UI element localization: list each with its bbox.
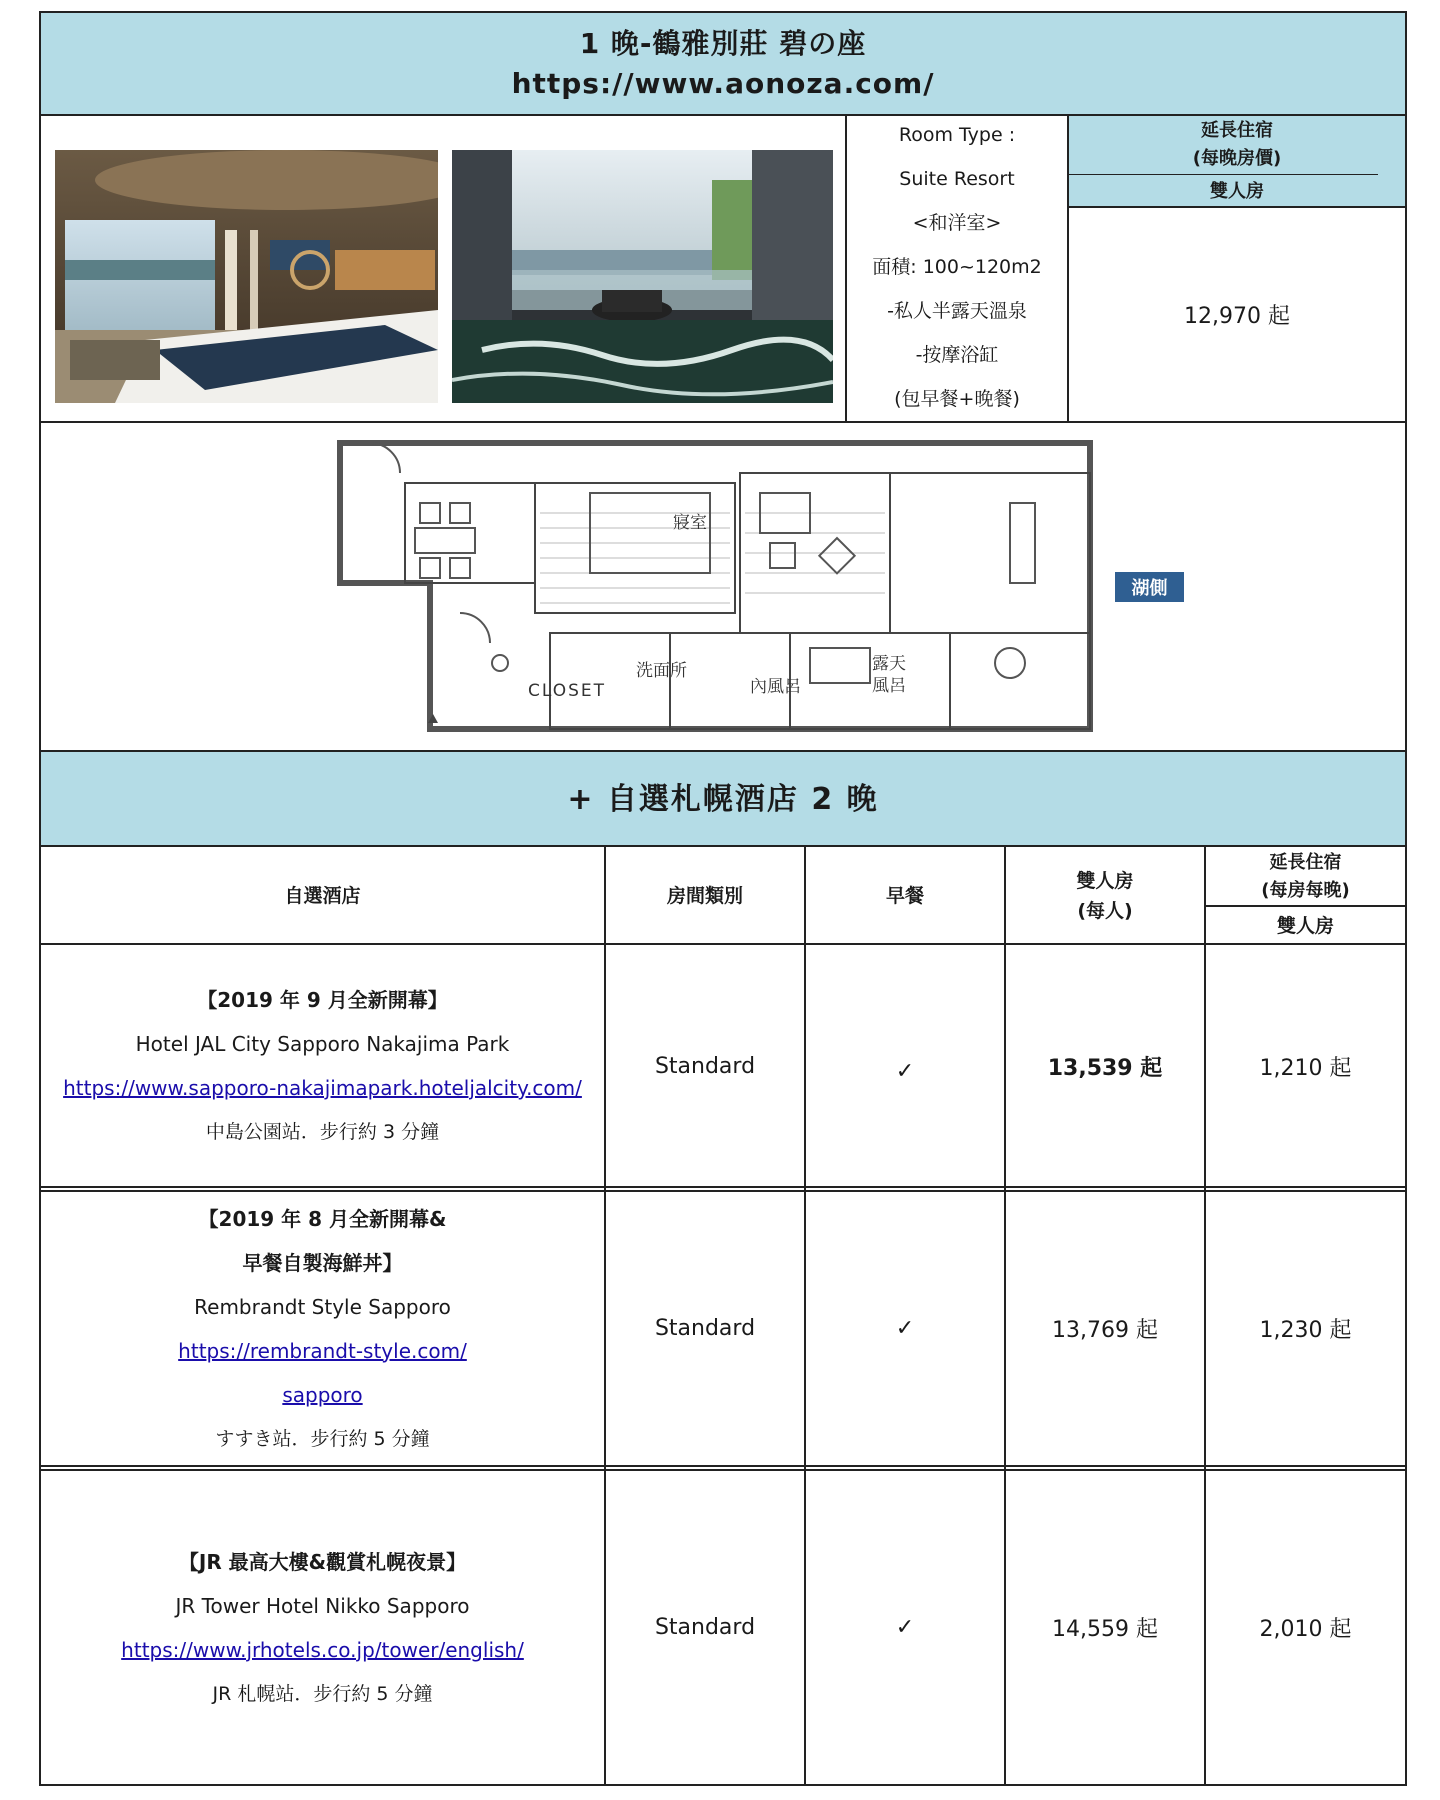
divider <box>845 114 847 422</box>
room-type-name: Suite Resort <box>899 168 1015 190</box>
room-feature-jacuzzi: -按摩浴缸 <box>915 344 999 366</box>
hotel-tag-2: 早餐自製海鮮丼】 <box>242 1250 403 1275</box>
hotel-access: すすき站．步行約 5 分鐘 <box>215 1427 430 1450</box>
th-ext-double: 雙人房 <box>1276 914 1334 937</box>
room-type-label: Room Type : <box>898 124 1016 146</box>
th-hotel: 自選酒店 <box>284 885 361 907</box>
lake-side-badge: 湖側 <box>1115 572 1184 602</box>
inner-bath-label: 內風呂 <box>750 677 801 697</box>
outdoor-bath-label-2: 風呂 <box>872 676 906 696</box>
divider <box>39 114 1407 116</box>
ext-stay-label: 延長住宿 <box>1201 120 1273 141</box>
divider <box>39 1190 1407 1192</box>
hotel-access: 中島公園站．步行約 3 分鐘 <box>205 1121 440 1143</box>
room-type-style: <和洋室> <box>912 212 1002 234</box>
hotel-link[interactable]: https://www.sapporo-nakajimapark.hoteljalcity.com/ <box>63 1076 582 1100</box>
room-type-details <box>846 113 1068 421</box>
border-bottom <box>39 1784 1407 1786</box>
th-ext-label: 延長住宿 <box>1269 851 1342 873</box>
room-area: 面積: 100~120m2 <box>872 256 1042 278</box>
floor-plan <box>330 433 1100 743</box>
room-ext-price: 12,970 起 <box>1184 304 1290 329</box>
divider <box>1204 845 1206 1785</box>
divider <box>39 421 1407 423</box>
hotel-tag: 【2019 年 9 月全新開幕】 <box>197 988 448 1012</box>
th-breakfast: 早餐 <box>885 885 924 907</box>
hotel-tag: 【2019 年 8 月全新開幕& <box>198 1206 447 1231</box>
th-double-note: (每人) <box>1077 900 1133 922</box>
ext-stay-header <box>1068 115 1406 175</box>
row-price: 13,539 起 <box>1047 1055 1163 1081</box>
breakfast-check-icon: ✓ <box>895 1316 915 1341</box>
resort-title: 1 晚-鶴雅別莊 碧の座 <box>579 26 867 60</box>
divider <box>39 1186 1407 1188</box>
th-double <box>1005 847 1205 945</box>
table-row <box>40 945 605 1187</box>
row-price: 14,559 起 <box>1052 1617 1158 1642</box>
title-banner <box>40 12 1406 115</box>
sapporo-section-banner <box>40 752 1406 847</box>
th-double-label: 雙人房 <box>1076 870 1134 892</box>
row-price: 13,769 起 <box>1052 1318 1158 1343</box>
room-photo-bedroom <box>55 150 438 403</box>
row-room-type: Standard <box>654 1053 756 1079</box>
divider <box>604 845 606 1785</box>
divider <box>39 943 1407 945</box>
hotel-link[interactable]: https://www.jrhotels.co.jp/tower/english/ <box>121 1637 524 1662</box>
outdoor-bath-label-1: 露天 <box>872 654 906 674</box>
hotel-access: JR 札幌站．步行約 5 分鐘 <box>212 1682 433 1705</box>
divider <box>1205 905 1406 907</box>
hotel-name: Rembrandt Style Sapporo <box>194 1294 451 1319</box>
table-row <box>40 1191 605 1466</box>
table-row <box>40 1470 605 1785</box>
th-ext-note: (每房每晚) <box>1261 879 1350 901</box>
border-right <box>1405 11 1407 1786</box>
hotel-name: JR Tower Hotel Nikko Sapporo <box>175 1593 470 1618</box>
divider <box>1068 174 1378 175</box>
bedroom-label: 寢室 <box>673 513 707 533</box>
sapporo-section-title: + 自選札幌酒店 2 晚 <box>567 781 879 817</box>
th-ext <box>1205 847 1406 906</box>
divider <box>39 750 1407 752</box>
th-room-type: 房間類別 <box>666 885 743 907</box>
hotel-name: Hotel JAL City Sapporo Nakajima Park <box>135 1032 510 1056</box>
resort-url: https://www.aonoza.com/ <box>511 66 935 100</box>
row-ext-price: 1,230 起 <box>1259 1318 1352 1343</box>
divider <box>1004 845 1006 1785</box>
border-left <box>39 11 41 1786</box>
room-feature-onsen: -私人半露天溫泉 <box>887 300 1027 322</box>
row-room-type: Standard <box>654 1615 756 1640</box>
row-room-type: Standard <box>654 1316 756 1341</box>
divider <box>39 845 1407 847</box>
washroom-label: 洗面所 <box>636 661 687 681</box>
divider <box>39 1465 1407 1467</box>
hotel-tag: 【JR 最高大樓&觀賞札幌夜景】 <box>178 1549 467 1574</box>
room-meals: (包早餐+晚餐) <box>894 388 1020 410</box>
row-ext-price: 1,210 起 <box>1259 1055 1352 1081</box>
closet-label: CLOSET <box>528 681 607 701</box>
divider <box>1067 114 1069 422</box>
ext-stay-note: (每晚房價) <box>1192 148 1282 169</box>
room-photo-bath <box>452 150 833 403</box>
hotel-link[interactable]: https://rembrandt-style.com/ <box>178 1338 467 1363</box>
breakfast-check-icon: ✓ <box>895 1058 915 1084</box>
border-top <box>39 11 1407 13</box>
divider <box>1068 206 1406 208</box>
hotel-link-cont[interactable]: sapporo <box>282 1382 363 1407</box>
divider <box>804 845 806 1785</box>
divider <box>39 1469 1407 1471</box>
row-ext-price: 2,010 起 <box>1259 1617 1352 1642</box>
breakfast-check-icon: ✓ <box>895 1615 915 1640</box>
ext-stay-double: 雙人房 <box>1210 180 1264 202</box>
